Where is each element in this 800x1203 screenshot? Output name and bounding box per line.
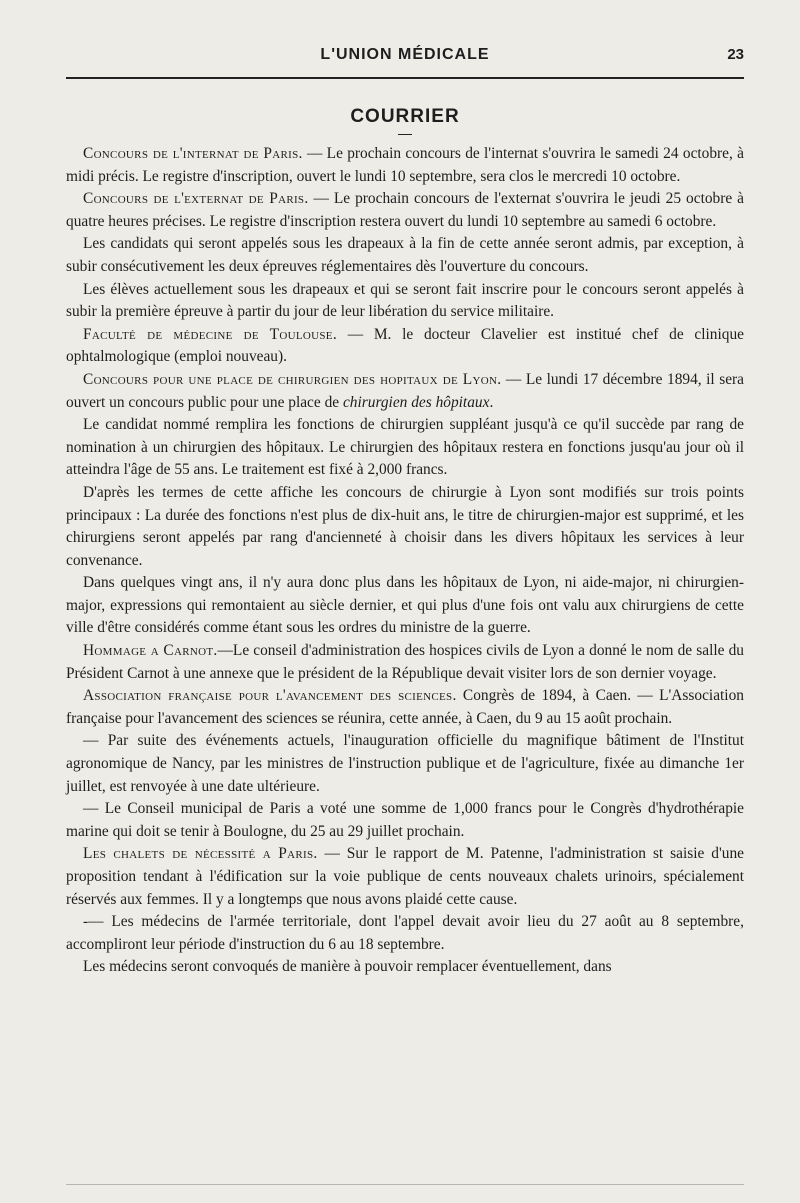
- paragraph-heading: Concours de l'externat de Paris.: [83, 190, 309, 208]
- paragraph-text: Les candidats qui seront appelés sous les drapeaux à la fin de cette année seront admis, par exception, à subir consécutivement les deux épreuves réglementaires dès l'ouverture du concours.: [66, 235, 744, 275]
- paragraph-text: -— Les médecins de l'armée territoriale, dont l'appel devait avoir lieu du 27 août au 8 septembre, accompliront leur période d'instruction du 6 au 18 septembre.: [66, 913, 744, 953]
- paragraph-text: Congrès de 1894, à Caen. — L'Association française pour l'avancement des sciences se réunira, cette année, à Caen, du 9 au 15 août prochain.: [66, 687, 744, 727]
- section-dash: [398, 134, 412, 135]
- paragraph: [66, 233, 744, 278]
- paragraph-heading: Association française pour l'avancement des sciences.: [83, 687, 457, 705]
- paragraph-text: D'après les termes de cette affiche les concours de chirurgie à Lyon sont modifiés sur trois points principaux : La durée des fonctions n'est plus de dix-huit ans, le titre de chirurgien-major est supprimé, et les chirurgiens seront appelés par rang d'ancienneté à choisir dans les divers hôpitaux les services à leur convenance.: [66, 483, 744, 569]
- paragraph-heading: Concours de l'internat de Paris.: [83, 145, 303, 162]
- page-number: 23: [727, 46, 744, 63]
- header-rule: [66, 77, 744, 79]
- paragraph-heading: Les chalets de nécessité a Paris.: [83, 845, 318, 863]
- paragraph-text: Dans quelques vingt ans, il n'y aura donc plus dans les hôpitaux de Lyon, ni aide-major, ni chirurgien-major, expressions qui remontaient au siècle dernier, et qui plus d'une fois ont valu aux chirurgiens de cette ville d'être considérés comme étant sous les ordres du ministre de la guerre.: [66, 574, 744, 637]
- paragraph: [66, 843, 744, 911]
- paragraph: [66, 572, 744, 640]
- paragraph-heading: Concours pour une place de chirurgien des hopitaux de Lyon.: [83, 370, 502, 388]
- section-title: COURRIER: [350, 106, 460, 127]
- paragraph-text: Le candidat nommé remplira les fonctions de chirurgien suppléant jusqu'à ce qu'il succède par rang de nomination à un chirurgien des hôpitaux. Le chirurgien des hôpitaux restera en fonctions jusqu'au jour où il atteindra l'âge de 55 ans. Le traitement est fixé à 2,000 francs.: [66, 416, 744, 479]
- paragraph-emphasis: chirurgien des hôpitaux: [342, 393, 490, 411]
- paragraph: [66, 956, 744, 979]
- paragraph-text: — M. le docteur Clavelier est institué chef de clinique ophtalmologique (emploi nouveau).: [66, 325, 744, 366]
- paragraph: [66, 324, 744, 369]
- paragraph-text: — Le Conseil municipal de Paris a voté une somme de 1,000 francs pour le Congrès d'hydrothérapie marine qui doit se tenir à Boulogne, du 25 au 29 juillet prochain.: [66, 800, 744, 840]
- paragraph-text: Les élèves actuellement sous les drapeaux et qui se seront fait inscrire pour le concours seront appelés à subir la première épreuve à partir du jour de leur libération du service militaire.: [66, 280, 744, 321]
- page-bottom-edge: [66, 1184, 744, 1185]
- paragraph: [66, 730, 744, 798]
- paragraph: [66, 798, 744, 843]
- paragraph: [66, 279, 744, 324]
- article-body: [66, 143, 744, 979]
- paragraph: [66, 143, 744, 188]
- journal-title: L'UNION MÉDICALE: [320, 46, 490, 63]
- paragraph-tail: .: [489, 393, 494, 411]
- paragraph: [66, 188, 744, 233]
- paragraph-text: — Le prochain concours de l'internat s'ouvrira le samedi 24 octobre, à midi précis. Le registre d'inscription, ouvert le lundi 10 septembre, sera clos le mercredi 10 octobre.: [66, 145, 744, 185]
- running-head: [66, 40, 744, 78]
- paragraph: [66, 685, 744, 730]
- paragraph: [66, 482, 744, 572]
- paragraph-text: Les médecins seront convoqués de manière à pouvoir remplacer éventuellement, dans: [83, 958, 612, 976]
- paragraph-heading: Hommage a Carnot.: [83, 642, 218, 660]
- paragraph: [66, 414, 744, 482]
- paragraph-text: — Le prochain concours de l'externat s'ouvrira le jeudi 25 octobre à quatre heures précises. Le registre d'inscription restera ouvert du lundi 10 septembre au samedi 6 octobre.: [66, 190, 745, 230]
- paragraph-text: — Sur le rapport de M. Patenne, l'administration st saisie d'une proposition tendant à l'édification sur la voie publique de cents nouveaux chalets urinoirs, spécialement réservés aux femmes. Il y a longtemps que nous avons plaidé cette cause.: [66, 845, 744, 908]
- paragraph-heading: Faculté de médecine de Toulouse.: [83, 325, 337, 343]
- paragraph-text: — Par suite des événements actuels, l'inauguration officielle du magnifique bâtiment de l'Institut agronomique de Nancy, par les ministres de l'instruction publique et de l'agriculture, fixée au dimanche 1er juillet, est renvoyée à une date ultérieure.: [66, 732, 744, 795]
- paragraph: [66, 369, 744, 414]
- paragraph-text: —Le conseil d'administration des hospices civils de Lyon a donné le nom de salle du Président Carnot à une annexe que le président de la République devait visiter lors de son dernier voyage.: [66, 642, 744, 682]
- paragraph: [66, 911, 744, 956]
- paragraph-text: — Le lundi 17 décembre 1894, il sera ouvert un concours public pour une place de: [66, 370, 744, 411]
- paragraph: [66, 640, 744, 685]
